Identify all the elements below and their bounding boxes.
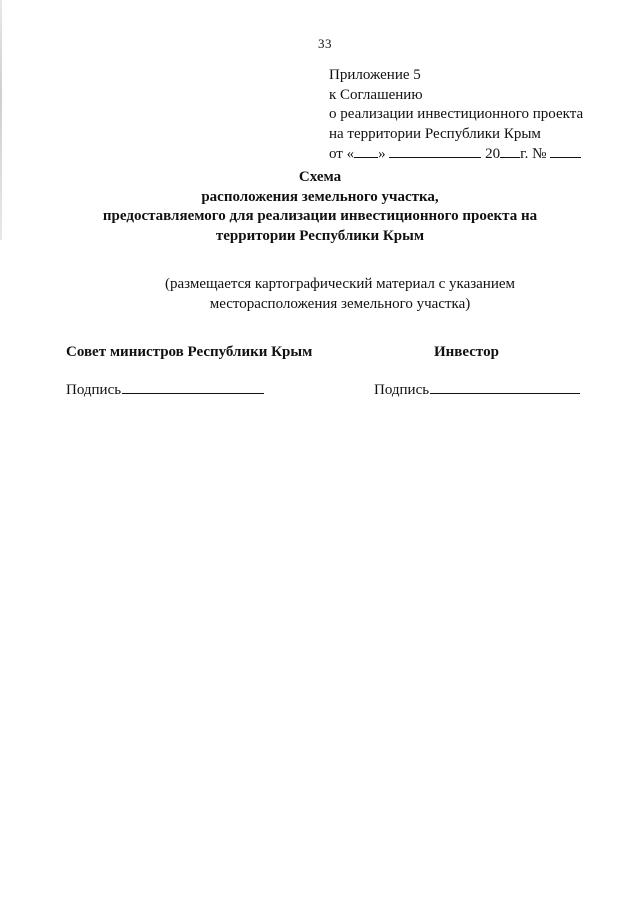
placeholder-line-2: месторасположения земельного участка)	[209, 295, 471, 312]
party-right-name: Инвестор	[434, 344, 499, 360]
title-line-1: Схема	[298, 169, 342, 185]
signature-right-label: Подпись	[374, 382, 430, 398]
signature-left	[66, 380, 264, 399]
appendix-line-4: на территории Республики Крым	[329, 125, 541, 142]
title-line-4: территории Республики Крым	[215, 227, 425, 244]
appendix-line-2: к Соглашению	[329, 86, 423, 103]
date-year-blank	[500, 144, 520, 158]
document-number-blank	[550, 144, 581, 158]
date-prefix: от «	[329, 146, 355, 162]
party-left-name: Совет министров Республики Крым	[66, 344, 313, 360]
appendix-date-line	[329, 144, 583, 165]
date-month-blank	[389, 144, 481, 158]
date-year-prefix: 20	[485, 146, 501, 162]
page-number: 33	[318, 36, 332, 51]
date-day-blank	[354, 144, 378, 158]
map-placeholder-note	[130, 275, 550, 314]
appendix-line-1: Приложение 5	[329, 67, 421, 83]
signature-right	[374, 380, 580, 399]
title-line-2: расположения земельного участка,	[201, 188, 439, 205]
appendix-line-3: о реализации инвестиционного проекта	[329, 106, 584, 122]
date-number-label: г. №	[520, 146, 547, 162]
signature-left-line	[122, 380, 264, 394]
title-line-3: предоставляемого для реализации инвестиционного проекта на	[102, 208, 538, 224]
document-title	[100, 168, 540, 246]
scan-edge-shadow	[0, 0, 2, 240]
signature-left-label: Подпись	[66, 382, 122, 398]
placeholder-line-1: (размещается картографический материал с указанием	[164, 276, 516, 292]
appendix-header	[329, 66, 583, 165]
signature-right-line	[430, 380, 580, 394]
date-quote-close: »	[378, 146, 386, 162]
